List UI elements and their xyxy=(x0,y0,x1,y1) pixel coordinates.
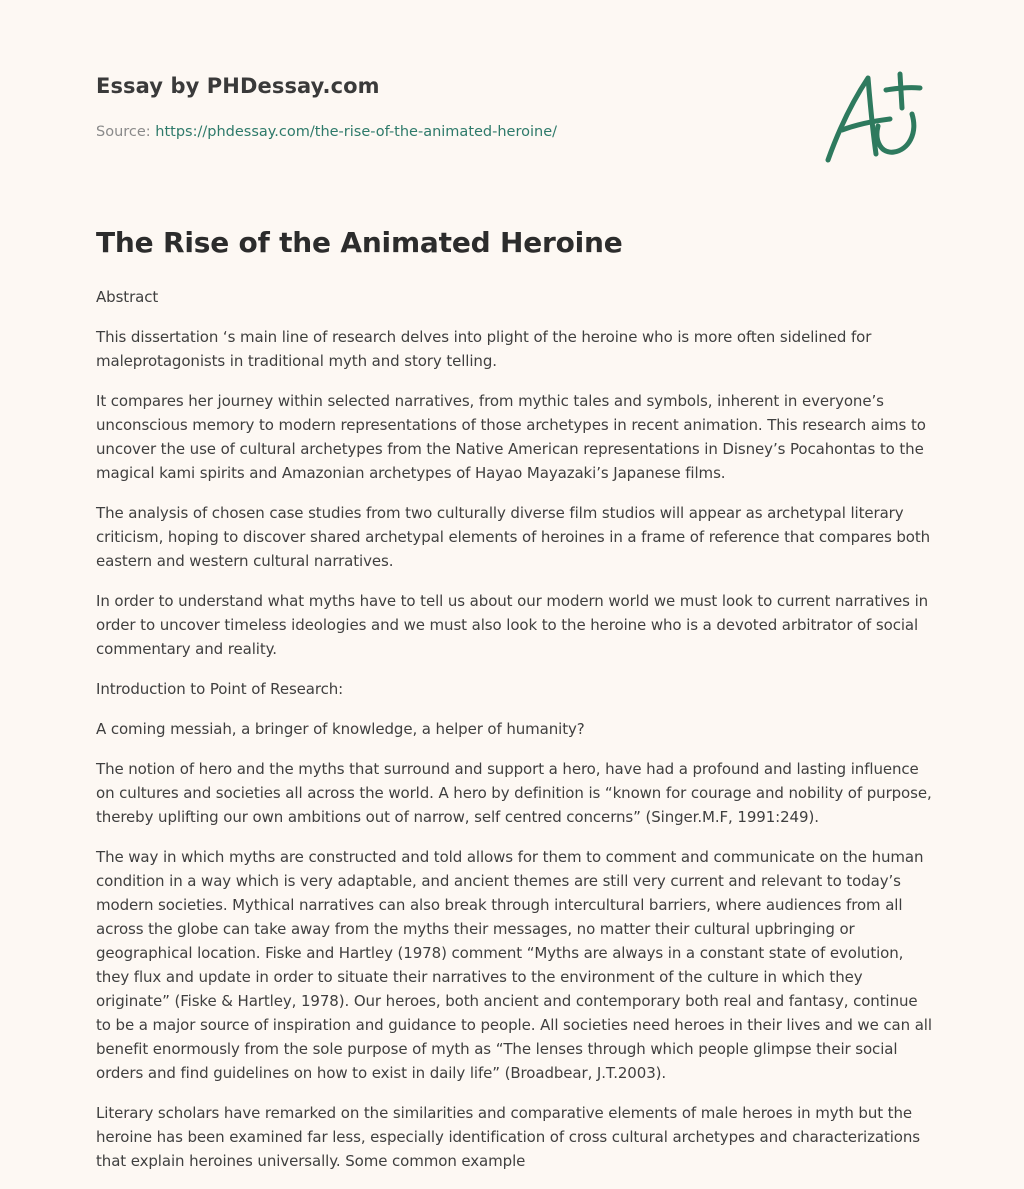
essay-paragraph: The notion of hero and the myths that surround and support a hero, have had a profound and lasting influence on cultures and societies all across the world. A hero by definition is “known for courage and nobility of purpose, thereby uplifting our own ambitions out of narrow, self centred concerns” (Singer.M.F, 1991:249). xyxy=(96,760,932,826)
essay-paragraph: Literary scholars have remarked on the similarities and comparative elements of male heroes in myth but the heroine has been examined far less, especially identification of cross cultural archetypes and characterizations that explain heroines universally. Some common example xyxy=(96,1104,920,1170)
essay-page xyxy=(96,0,932,1170)
essay-body xyxy=(96,285,932,1189)
brand-title: Essay by PHDessay.com xyxy=(96,74,380,98)
essay-paragraph: In order to understand what myths have to tell us about our modern world we must look to current narratives in order to uncover timeless ideologies and we must also look to the heroine who is a devoted arbitrator of social commentary and reality. xyxy=(96,592,929,658)
essay-paragraph: This dissertation ‘s main line of research delves into plight of the heroine who is more often sidelined for maleprotagonists in traditional myth and story telling. xyxy=(96,328,872,370)
essay-paragraph: Abstract xyxy=(96,288,159,306)
essay-paragraph: It compares her journey within selected narratives, from mythic tales and symbols, inherent in everyone’s unconscious memory to modern representations of those archetypes in recent animation. This research aims to uncover the use of cultural archetypes from the Native American representations in Disney’s Pocahontas to the magical kami spirits and Amazonian archetypes of Hayao Mayazaki’s Japanese films. xyxy=(96,392,926,482)
essay-paragraph: Introduction to Point of Research: xyxy=(96,680,344,698)
essay-paragraph: A coming messiah, a bringer of knowledge, a helper of humanity? xyxy=(96,720,585,738)
source-link[interactable]: https://phdessay.com/the-rise-of-the-animated-heroine/ xyxy=(155,124,558,140)
site-header xyxy=(96,0,932,200)
source-label: Source: xyxy=(96,124,156,140)
essay-paragraph: The way in which myths are constructed and told allows for them to comment and communicate on the human condition in a way which is very adaptable, and ancient themes are still very current and relevant to today’s modern societies. Mythical narratives can also break through intercultural barriers, where audiences from all across the globe can take away from the myths their messages, no matter their cultural upbringing or geographical location. Fiske and Hartley (1978) comment “Myths are always in a constant state of evolution, they flux and update in order to situate their narratives to the environment of the culture in which they originate” (Fiske & Hartley, 1978). Our heroes, both ancient and contemporary both real and fantasy, continue to be a major source of inspiration and guidance to people. All societies need heroes in their lives and we can all benefit enormously from the sole purpose of myth as “The lenses through which people glimpse their social orders and find guidelines on how to exist in daily life” (Broadbear, J.T.2003). xyxy=(96,848,932,1082)
a-plus-grade-icon xyxy=(822,66,926,166)
essay-title: The Rise of the Animated Heroine xyxy=(96,226,623,259)
essay-paragraph: The analysis of chosen case studies from two culturally diverse film studios will appear as archetypal literary criticism, hoping to discover shared archetypal elements of heroines in a frame of reference that compares both eastern and western cultural narratives. xyxy=(96,504,931,570)
source-line xyxy=(96,124,557,140)
